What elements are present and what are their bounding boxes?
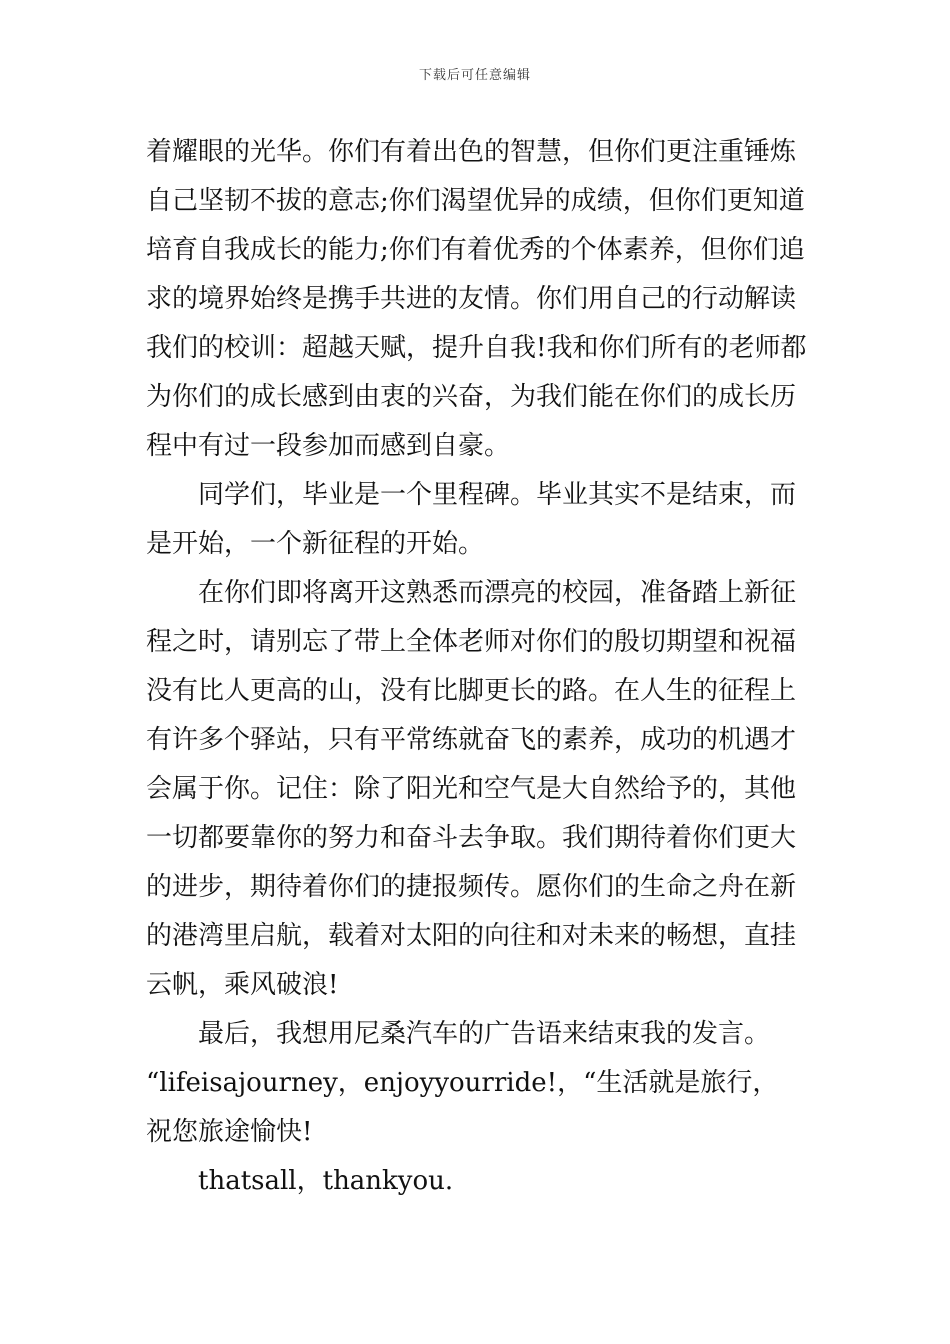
text-line: 培育自我成长的能力;你们有着优秀的个体素养，但你们追 xyxy=(146,235,805,265)
text-line: 为你们的成长感到由衷的兴奋，为我们能在你们的成长历 xyxy=(146,382,797,412)
document-body xyxy=(146,128,811,1206)
text-line: 是开始，一个新征程的开始。 xyxy=(146,529,485,559)
text-line: 自己坚韧不拔的意志;你们渴望优异的成绩，但你们更知道 xyxy=(146,186,805,216)
text-line: 着耀眼的光华。你们有着出色的智慧，但你们更注重锤炼 xyxy=(146,137,797,167)
paragraph-start-line: 在你们即将离开这熟悉而漂亮的校园，准备踏上新征 xyxy=(198,578,797,608)
text-line: 的港湾里启航，载着对太阳的向往和对未来的畅想，直挂 xyxy=(146,921,797,951)
text-line: 会属于你。记住：除了阳光和空气是大自然给予的，其他 xyxy=(146,774,797,804)
text-line: 的进步，期待着你们的捷报频传。愿你们的生命之舟在新 xyxy=(146,872,797,902)
text-line: 一切都要靠你的努力和奋斗去争取。我们期待着你们更大 xyxy=(146,823,797,853)
text-line: 祝您旅途愉快! xyxy=(146,1117,313,1147)
page-header: 下载后可任意编辑 xyxy=(418,68,531,83)
closing-line: thatsall，thankyou. xyxy=(198,1166,454,1196)
paragraph-start-line: 最后，我想用尼桑汽车的广告语来结束我的发言。 xyxy=(198,1019,771,1049)
text-line: 程中有过一段参加而感到自豪。 xyxy=(146,431,511,461)
paragraph-start-line: 同学们，毕业是一个里程碑。毕业其实不是结束，而 xyxy=(198,480,797,510)
text-line: “lifeisajourney，enjoyyourride!，“生活就是旅行， xyxy=(146,1068,779,1098)
text-line: 求的境界始终是携手共进的友情。你们用自己的行动解读 xyxy=(146,284,797,314)
text-line: 程之时，请别忘了带上全体老师对你们的殷切期望和祝福 xyxy=(146,627,797,657)
text-line: 有许多个驿站，只有平常练就奋飞的素养，成功的机遇才 xyxy=(146,725,797,755)
text-line: 云帆，乘风破浪! xyxy=(146,970,339,1000)
text-line: 没有比人更高的山，没有比脚更长的路。在人生的征程上 xyxy=(146,676,797,706)
text-line: 我们的校训：超越天赋，提升自我!我和你们所有的老师都 xyxy=(146,333,807,363)
